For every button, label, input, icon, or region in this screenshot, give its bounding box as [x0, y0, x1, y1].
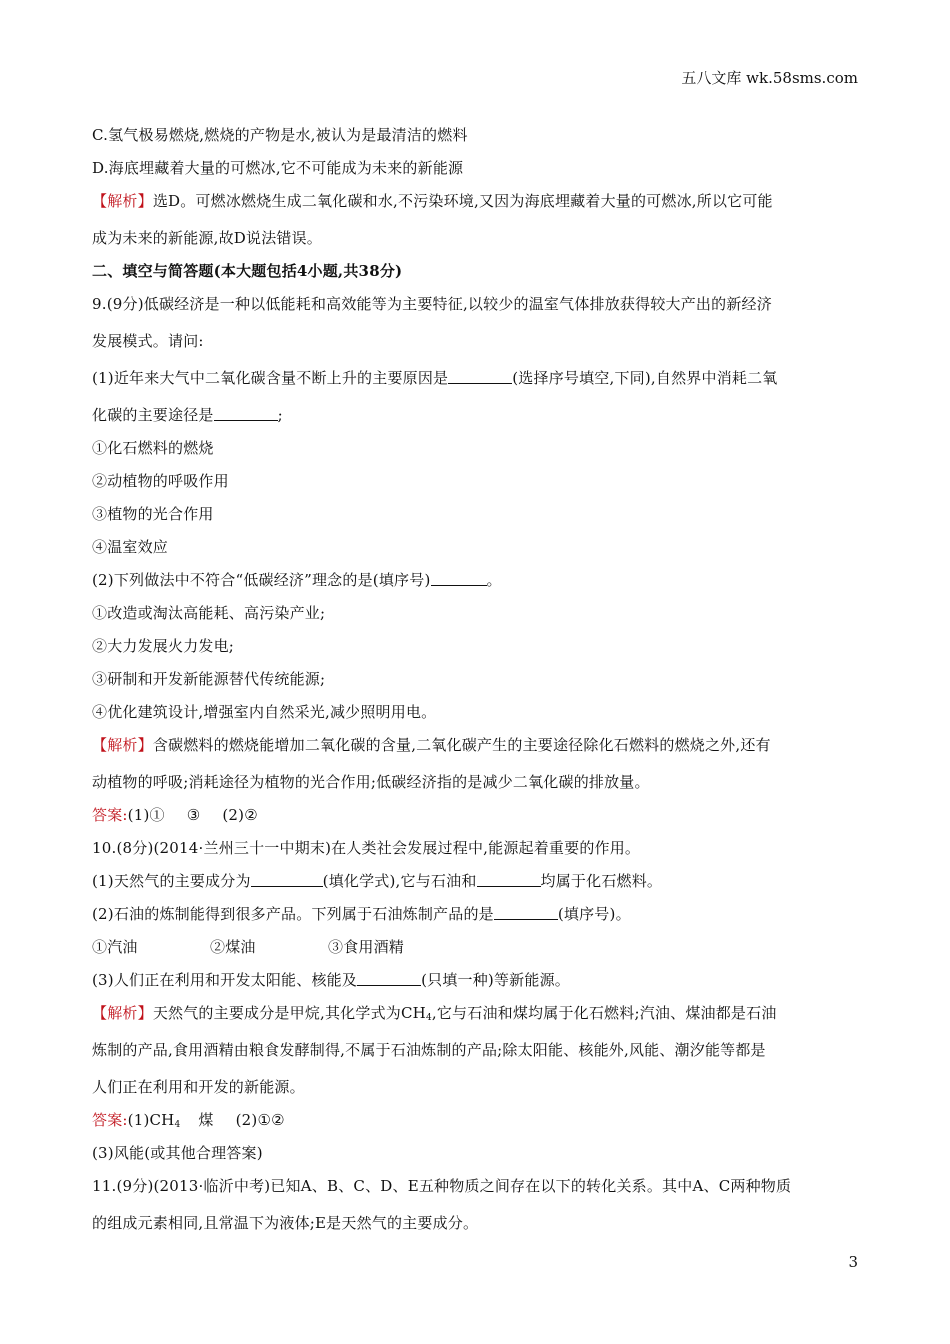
q9-analysis-line-1: 【解析】含碳燃料的燃烧能增加二氧化碳的含量,二氧化碳产生的主要途径除化石燃料的燃烧之外,还有: [92, 736, 771, 754]
answer-blank: [448, 369, 512, 384]
answer-blank: [477, 872, 541, 887]
q9-part1-line-2: 化碳的主要途径是 ;: [92, 406, 283, 424]
answer-blank: [494, 905, 558, 920]
q9-part2: (2)下列做法中不符合“低碳经济”理念的是(填序号) 。: [92, 571, 502, 589]
q8-analysis-line-1: 【解析】选D。可燃冰燃烧生成二氧化碳和水,不污染环境,又因为海底埋藏着大量的可燃冰,所以它可能: [92, 192, 773, 210]
q10-analysis-line-2: 炼制的产品,食用酒精由粮食发酵制得,不属于石油炼制的产品;除太阳能、核能外,风能、潮汐能等都是: [92, 1041, 766, 1059]
site-header: 五八文库 wk.58sms.com: [681, 69, 858, 87]
analysis-tag: 【解析】: [92, 1004, 153, 1022]
q9-option: ②大力发展火力发电;: [92, 637, 235, 655]
analysis-tag: 【解析】: [92, 192, 153, 210]
q9-option: ④温室效应: [92, 538, 169, 556]
q9-stem-line-1: 9.(9分)低碳经济是一种以低能耗和高效能等为主要特征,以较少的温室气体排放获得较大产出的新经济: [92, 295, 772, 313]
q10-options: ①汽油 ②煤油 ③食用酒精: [92, 938, 405, 956]
q9-option: ①改造或淘汰高能耗、高污染产业;: [92, 604, 326, 622]
q10-analysis-line-3: 人们正在利用和开发的新能源。: [92, 1078, 305, 1096]
answer-blank: [357, 971, 421, 986]
q9-stem-line-2: 发展模式。请问:: [92, 332, 204, 350]
q9-part1-line-1: (1)近年来大气中二氧化碳含量不断上升的主要原因是 (选择序号填空,下同),自然界中消耗二氧: [92, 369, 778, 387]
q8-analysis-line-2: 成为未来的新能源,故D说法错误。: [92, 229, 322, 247]
page-number: 3: [848, 1253, 858, 1271]
q8-option-d: D.海底埋藏着大量的可燃冰,它不可能成为未来的新能源: [92, 159, 464, 177]
q10-analysis-line-1: 【解析】天然气的主要成分是甲烷,其化学式为$CH_4$,它与石油和煤均属于化石燃料;汽油、煤油都是石油: [92, 1004, 777, 1023]
q11-stem-line-1: 11.(9分)(2013·临沂中考)已知A、B、C、D、E五种物质之间存在以下的转化关系。其中A、C两种物质: [92, 1177, 792, 1195]
q9-option: ③研制和开发新能源替代传统能源;: [92, 670, 326, 688]
q10-stem: 10.(8分)(2014·兰州三十一中期末)在人类社会发展过程中,能源起着重要的作用。: [92, 839, 641, 857]
answer-tag: 答案:: [92, 1111, 128, 1129]
answer-blank: [214, 406, 278, 421]
section-title: 二、填空与简答题(本大题包括4小题,共38分): [92, 262, 403, 280]
answer-blank: [251, 872, 323, 887]
q9-answer: 答案:(1)① ③ (2)②: [92, 806, 258, 824]
q11-stem-line-2: 的组成元素相同,且常温下为液体;E是天然气的主要成分。: [92, 1214, 479, 1232]
q10-part3: (3)人们正在利用和开发太阳能、核能及 (只填一种)等新能源。: [92, 971, 570, 989]
q9-option: ④优化建筑设计,增强室内自然采光,减少照明用电。: [92, 703, 437, 721]
q10-part1: (1)天然气的主要成分为 (填化学式),它与石油和 均属于化石燃料。: [92, 872, 663, 890]
answer-blank: [431, 571, 487, 586]
q9-option: ①化石燃料的燃烧: [92, 439, 214, 457]
analysis-tag: 【解析】: [92, 736, 153, 754]
q10-part2: (2)石油的炼制能得到很多产品。下列属于石油炼制产品的是 (填序号)。: [92, 905, 631, 923]
q8-option-c: C.氢气极易燃烧,燃烧的产物是水,被认为是最清洁的燃料: [92, 126, 468, 144]
answer-tag: 答案:: [92, 806, 128, 824]
q9-option: ③植物的光合作用: [92, 505, 214, 523]
q9-option: ②动植物的呼吸作用: [92, 472, 229, 490]
q9-analysis-line-2: 动植物的呼吸;消耗途径为植物的光合作用;低碳经济指的是减少二氧化碳的排放量。: [92, 773, 650, 791]
q10-answer: 答案$:(1)CH_4$ 煤 (2)①②: [92, 1111, 285, 1130]
q10-answer-line-2: (3)风能(或其他合理答案): [92, 1144, 263, 1162]
